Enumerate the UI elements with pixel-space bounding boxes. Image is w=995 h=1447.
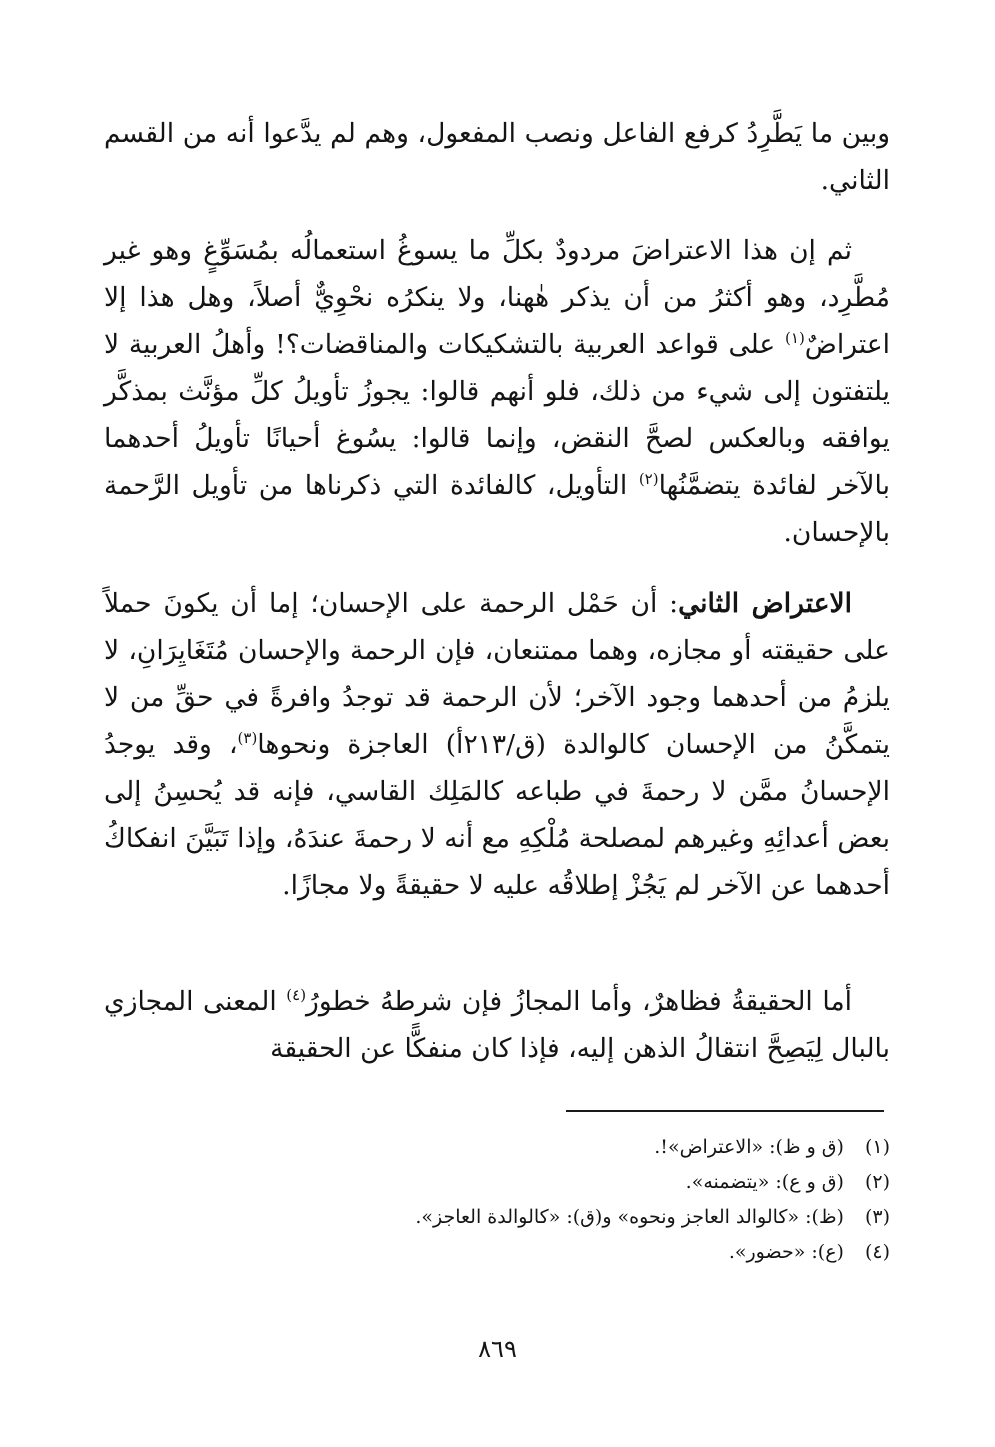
paragraph-2-text-a: ثم إن هذا الاعتراضَ مردودٌ بكلِّ ما يسوغُ استعمالُه بمُسَوِّغٍ وهو غير مُطَّرِد، وهو أكثرُ من أن يذكر هٰهنا، ولا ينكرُه نحْوِيٌّ أصلاً، وهل هذا إلا اعتراضٌ bbox=[104, 235, 890, 360]
footnote-item bbox=[104, 1235, 890, 1270]
footnote-number: (٢) bbox=[864, 1171, 890, 1193]
footnote-ref-4: (٤) bbox=[286, 986, 307, 1005]
paragraph-2-text-c: التأويل، كالفائدة التي ذكرناها من تأويل الرَّحمة بالإحسان. bbox=[104, 470, 890, 548]
footnote-ref-3: (٣) bbox=[237, 729, 258, 748]
footnote-text: (ظ): «كالوالد العاجز ونحوه» و(ق): «كالوالدة العاجز». bbox=[415, 1206, 844, 1228]
paragraph-2-text-b: على قواعد العربية بالتشكيكات والمناقضات؟! وأهلُ العربية لا يلتفتون إلى شيء من ذلك، فلو أنهم قالوا: يجوزُ تأويلُ كلِّ مؤنَّث بمذكَّر يوافقه وبالعكس لصحَّ النقض، وإنما قالوا: يسُوغ أحيانًا تأويلُ أحدهما بالآخر لفائدة يتضمَّنُها bbox=[104, 329, 890, 501]
footnote-number: (٤) bbox=[864, 1241, 890, 1263]
paragraph-4-text-b: المعنى المجازي بالبال لِيَصِحَّ انتقالُ الذهن إليه، فإذا كان منفكًّا عن الحقيقة bbox=[104, 986, 890, 1064]
paragraph-3 bbox=[104, 580, 890, 909]
footnote-ref-2: (٢) bbox=[638, 470, 659, 489]
paragraph-4-text-a: أما الحقيقةُ فظاهرٌ، وأما المجازُ فإن شرطهُ خطورُ bbox=[306, 986, 852, 1017]
footnote-ref-1: (١) bbox=[785, 329, 805, 348]
footnotes bbox=[104, 1130, 890, 1270]
footnote-number: (١) bbox=[864, 1136, 890, 1158]
footnote-item bbox=[104, 1130, 890, 1165]
paragraph-3-text-a: : أن حَمْل الرحمة على الإحسان؛ إما أن يكونَ حملاً على حقيقته أو مجازه، وهما ممتنعان، فإن الرحمة والإحسان مُتَغَايِرَانِ، لا يلزمُ من أحدهما وجود الآخر؛ لأن الرحمة قد توجدُ وافرةً في حقِّ من لا يتمكَّنُ من الإحسان كالوالدة (ق/٢١٣أ) العاجزة ونحوها bbox=[104, 588, 891, 760]
paragraph-3-text-b: ، وقد يوجدُ الإحسانُ ممَّن لا رحمةَ في طباعه كالمَلِك القاسي، فإنه قد يُحسِنُ إلى بعض أعدائِهِ وغيرهم لمصلحة مُلْكِهِ مع أنه لا رحمةَ عندَهُ، وإذا تَبَيَّنَ انفكاكُ أحدهما عن الآخر لم يَجُزْ إطلاقُه عليه لا حقيقةً ولا مجازًا. bbox=[104, 729, 890, 901]
footnote-item bbox=[104, 1200, 890, 1235]
footnote-text: (ق و ظ): «الاعتراض»!. bbox=[654, 1136, 844, 1158]
section-heading: الاعتراض الثاني bbox=[678, 588, 852, 619]
paragraph-1-text: وبين ما يَطَّرِدُ كرفع الفاعل ونصب المفعول، وهم لم يدَّعوا أنه من القسم الثاني. bbox=[104, 118, 890, 196]
footnote-item bbox=[104, 1165, 890, 1200]
footnote-text: (ق و ع): «يتضمنه». bbox=[685, 1171, 844, 1193]
footnote-number: (٣) bbox=[864, 1206, 890, 1228]
footnote-divider bbox=[566, 1110, 884, 1112]
page-number: ٨٦٩ bbox=[478, 1335, 517, 1363]
paragraph-1 bbox=[104, 110, 890, 204]
paragraph-4 bbox=[104, 978, 890, 1072]
footnote-text: (ع): «حضور». bbox=[728, 1241, 844, 1263]
paragraph-2 bbox=[104, 227, 890, 556]
